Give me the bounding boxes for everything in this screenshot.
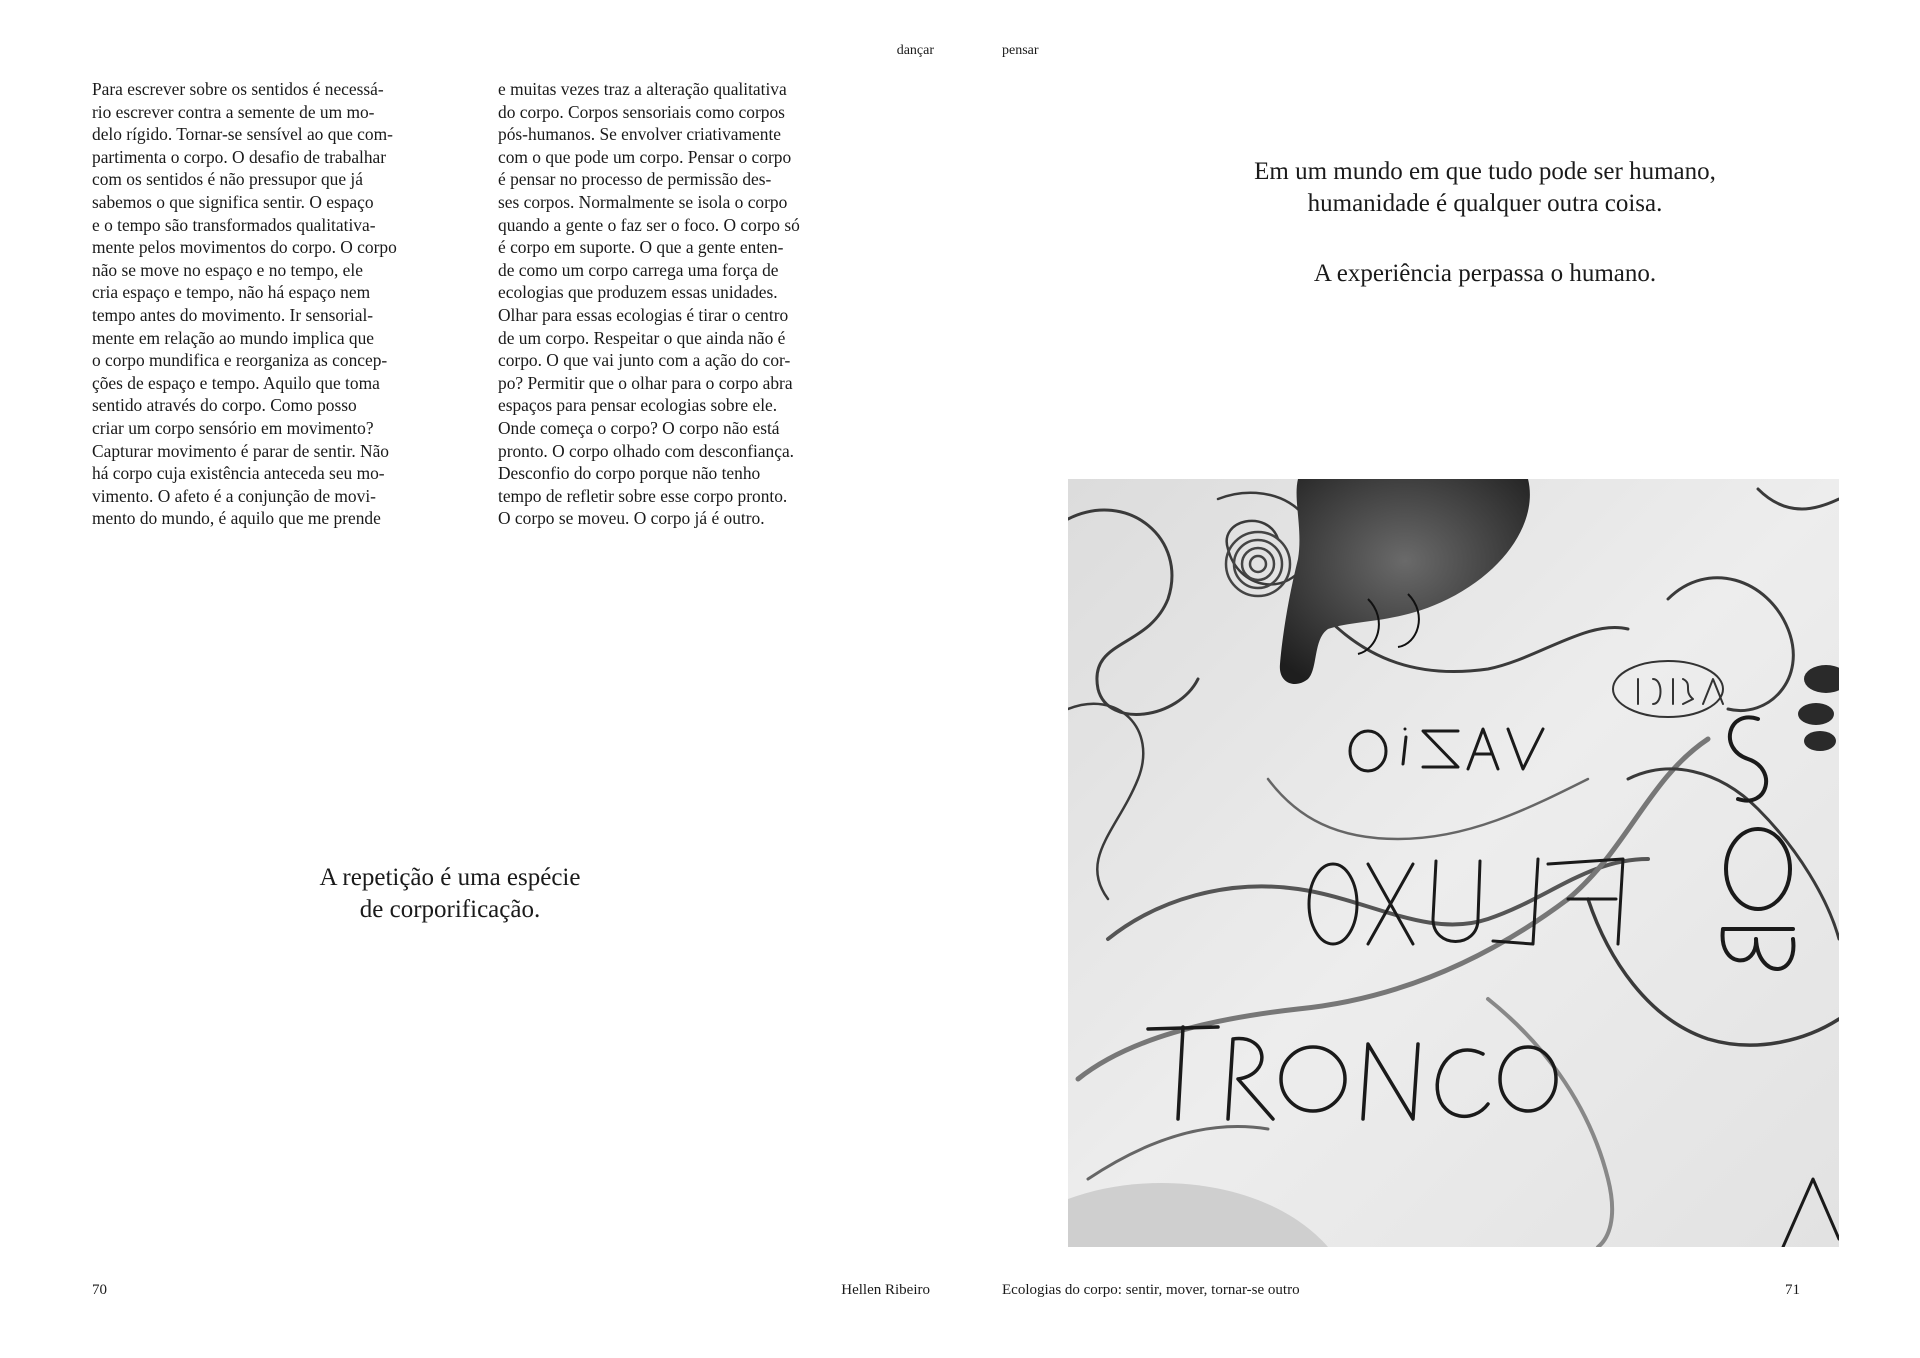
- body-text-column-2: e muitas vezes traz a alteração qualitativa do corpo. Corpos sensoriais como corpos pós-humanos. Se envolver criativamente com o que pode um corpo. Pensar o corpo é pensar no processo de permissão des- ses corpos. Normalmente se isola o corpo quando a gente o faz ser o foco. O corpo só é corpo em suporte. O que a gente enten- de como um corpo carrega uma força de ecologias que produzem essas unidades. Olhar para essas ecologias é tirar o centro de um corpo. Respeitar o que ainda não é corpo. O que vai junto com a ação do cor- po? Permitir que o olhar para o corpo abra espaços para pensar ecologias sobre ele. Onde começa o corpo? O corpo não está pronto. O corpo olhado com desconfiança. Desconfio do corpo porque não tenho tempo de refletir sobre esse corpo pronto. O corpo se moveu. O corpo já é outro.: [498, 79, 800, 529]
- pull-quote-right-line-3: A experiência perpassa o humano.: [1313, 260, 1657, 287]
- running-head-left: dançar: [896, 43, 934, 58]
- pull-quote-left-line-2: de corporificação.: [359, 896, 541, 923]
- pull-quote-right: [1120, 156, 1850, 290]
- pull-quote-left: [240, 862, 660, 926]
- article-title: Ecologias do corpo: sentir, mover, tornar-se outro: [1002, 1282, 1300, 1298]
- running-head-right: pensar: [1002, 43, 1039, 58]
- page-number-right: 71: [1785, 1282, 1800, 1298]
- photo-hands-drawing: [1068, 479, 1839, 1247]
- right-page: [960, 0, 1920, 1358]
- author-name: Hellen Ribeiro: [841, 1282, 930, 1298]
- pull-quote-left-line-1: A repetição é uma espécie: [319, 864, 581, 891]
- photo-illustration: [1068, 479, 1839, 1247]
- page-number-left: 70: [92, 1282, 107, 1298]
- pull-quote-right-line-2: humanidade é qualquer outra coisa.: [1307, 190, 1663, 217]
- pull-quote-right-line-1: Em um mundo em que tudo pode ser humano,: [1254, 158, 1716, 185]
- body-text-column-1: Para escrever sobre os sentidos é necessá- rio escrever contra a semente de um mo- delo rígido. Tornar-se sensível ao que com- partimenta o corpo. O desafio de trabalhar com os sentidos é não pressupor que já sabemos o que significa sentir. O espaço e o tempo são transformados qualitativa- mente pelos movimentos do corpo. O corpo não se move no espaço e no tempo, ele cria espaço e tempo, não há espaço nem tempo antes do movimento. Ir sensorial- mente em relação ao mundo implica que o corpo mundifica e reorganiza as concep- ções de espaço e tempo. Aquilo que toma sentido através do corpo. Como posso criar um corpo sensório em movimento? Capturar movimento é parar de sentir. Não há corpo cuja existência anteceda seu mo- vimento. O afeto é a conjunção de movi- mento do mundo, é aquilo que me prende: [92, 79, 397, 529]
